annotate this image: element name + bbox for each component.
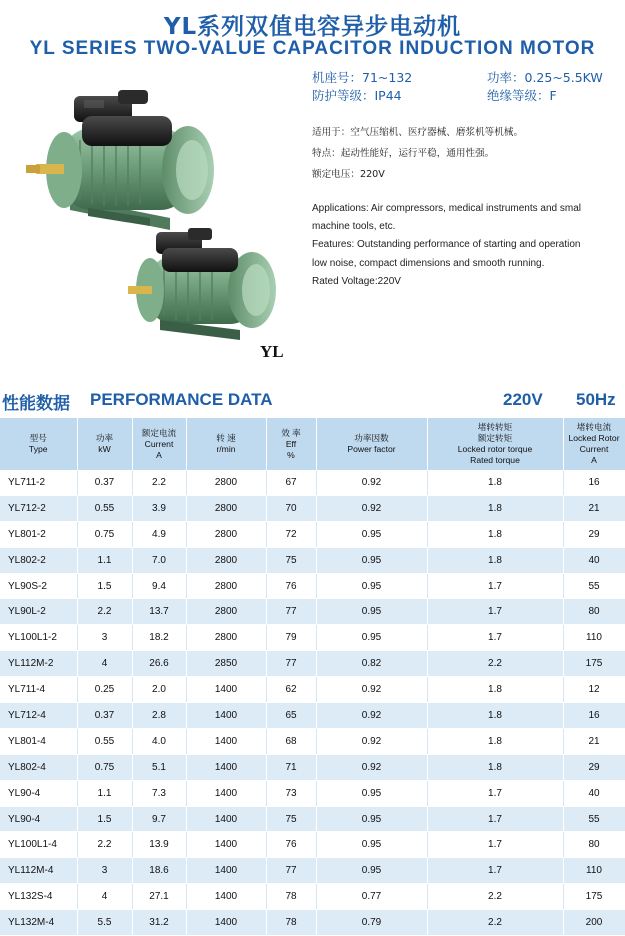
table-row xyxy=(0,728,625,754)
cell-locked-current: 40 xyxy=(563,547,625,573)
cell-locked-torque: 1.8 xyxy=(427,728,563,754)
cell-power-factor: 0.95 xyxy=(316,780,427,806)
cell-locked-current: 80 xyxy=(563,832,625,858)
cell-speed: 1400 xyxy=(186,806,266,832)
cell-efficiency: 70 xyxy=(266,495,316,521)
table-row xyxy=(0,703,625,729)
table-row xyxy=(0,832,625,858)
cell-power-factor: 0.92 xyxy=(316,470,427,495)
cell-efficiency: 72 xyxy=(266,521,316,547)
cell-type: YL132S-4 xyxy=(0,884,77,910)
product-photo xyxy=(0,68,302,368)
cell-speed: 1400 xyxy=(186,780,266,806)
model-label: YL xyxy=(260,342,284,361)
spec-power: 功率：0.25~5.5KW xyxy=(487,70,603,85)
cell-type: YL112M-2 xyxy=(0,651,77,677)
cell-locked-current: 175 xyxy=(563,651,625,677)
description-en-line-1: Applications: Air compressors, medical instruments and smal xyxy=(312,203,581,214)
cell-efficiency: 79 xyxy=(266,625,316,651)
cell-efficiency: 78 xyxy=(266,910,316,936)
cell-speed: 1400 xyxy=(186,858,266,884)
motor-illustration xyxy=(0,68,302,368)
cell-type: YL90-4 xyxy=(0,780,77,806)
cell-locked-torque: 1.7 xyxy=(427,573,563,599)
cell-current: 4.0 xyxy=(132,728,186,754)
cell-power-factor: 0.95 xyxy=(316,858,427,884)
cell-type: YL711-2 xyxy=(0,470,77,495)
cell-current: 7.3 xyxy=(132,780,186,806)
motor-large xyxy=(26,90,214,230)
cell-speed: 2800 xyxy=(186,625,266,651)
cell-current: 31.2 xyxy=(132,910,186,936)
cell-speed: 1400 xyxy=(186,677,266,703)
description-cn-line-2: 特点：起动性能好，运行平稳，通用性强。 xyxy=(312,148,495,159)
cell-power: 1.1 xyxy=(77,780,132,806)
table-row xyxy=(0,521,625,547)
cell-locked-torque: 1.7 xyxy=(427,806,563,832)
cell-locked-current: 55 xyxy=(563,806,625,832)
cell-power: 1.5 xyxy=(77,806,132,832)
table-row xyxy=(0,806,625,832)
cell-type: YL100L1-2 xyxy=(0,625,77,651)
cell-current: 18.2 xyxy=(132,625,186,651)
table-row xyxy=(0,677,625,703)
cell-power: 0.55 xyxy=(77,495,132,521)
cell-power: 4 xyxy=(77,651,132,677)
cell-efficiency: 77 xyxy=(266,599,316,625)
table-row xyxy=(0,599,625,625)
cell-type: YL802-2 xyxy=(0,547,77,573)
cell-locked-torque: 1.8 xyxy=(427,547,563,573)
cell-locked-current: 55 xyxy=(563,573,625,599)
cell-power: 3 xyxy=(77,625,132,651)
cell-type: YL712-4 xyxy=(0,703,77,729)
cell-speed: 1400 xyxy=(186,910,266,936)
cell-efficiency: 71 xyxy=(266,754,316,780)
cell-current: 2.2 xyxy=(132,470,186,495)
cell-power: 5.5 xyxy=(77,910,132,936)
cell-locked-current: 80 xyxy=(563,599,625,625)
description-en-line-3: Features: Outstanding performance of starting and operation xyxy=(312,239,581,250)
cell-power-factor: 0.92 xyxy=(316,677,427,703)
cell-current: 2.0 xyxy=(132,677,186,703)
cell-current: 4.9 xyxy=(132,521,186,547)
cell-efficiency: 65 xyxy=(266,703,316,729)
cell-power: 1.1 xyxy=(77,547,132,573)
cell-power: 1.5 xyxy=(77,573,132,599)
cell-type: YL711-4 xyxy=(0,677,77,703)
table-header-row xyxy=(0,418,625,470)
performance-title-en: PERFORMANCE DATA xyxy=(90,390,273,409)
table-row xyxy=(0,547,625,573)
cell-power: 2.2 xyxy=(77,599,132,625)
cell-locked-current: 175 xyxy=(563,884,625,910)
table-row xyxy=(0,910,625,936)
cell-locked-torque: 1.8 xyxy=(427,470,563,495)
cell-power: 3 xyxy=(77,858,132,884)
cell-locked-torque: 1.7 xyxy=(427,599,563,625)
performance-title-cn: 性能数据 xyxy=(2,394,70,414)
table-row xyxy=(0,754,625,780)
cell-speed: 2800 xyxy=(186,470,266,495)
cell-power-factor: 0.95 xyxy=(316,547,427,573)
cell-power-factor: 0.79 xyxy=(316,910,427,936)
performance-table xyxy=(0,418,625,936)
cell-current: 9.4 xyxy=(132,573,186,599)
page-title-en: YL SERIES TWO-VALUE CAPACITOR INDUCTION MOTOR xyxy=(29,38,596,59)
cell-locked-current: 200 xyxy=(563,910,625,936)
performance-frequency: 50Hz xyxy=(576,390,616,409)
cell-type: YL132M-4 xyxy=(0,910,77,936)
cell-current: 26.6 xyxy=(132,651,186,677)
cell-power-factor: 0.92 xyxy=(316,754,427,780)
cell-current: 13.7 xyxy=(132,599,186,625)
cell-locked-torque: 1.8 xyxy=(427,495,563,521)
cell-type: YL90S-2 xyxy=(0,573,77,599)
performance-voltage: 220V xyxy=(503,390,543,409)
cell-type: YL90-4 xyxy=(0,806,77,832)
table-row xyxy=(0,884,625,910)
spec-insulation: 绝缘等级：F xyxy=(487,88,557,103)
cell-efficiency: 73 xyxy=(266,780,316,806)
cell-locked-torque: 1.8 xyxy=(427,703,563,729)
column-header-power: 功率 kW xyxy=(77,418,132,470)
description-en-line-2: machine tools, etc. xyxy=(312,221,396,232)
cell-locked-torque: 2.2 xyxy=(427,884,563,910)
cell-current: 27.1 xyxy=(132,884,186,910)
cell-locked-current: 40 xyxy=(563,780,625,806)
cell-speed: 1400 xyxy=(186,754,266,780)
cell-locked-current: 29 xyxy=(563,521,625,547)
cell-type: YL801-2 xyxy=(0,521,77,547)
cell-current: 13.9 xyxy=(132,832,186,858)
cell-speed: 1400 xyxy=(186,832,266,858)
cell-power-factor: 0.95 xyxy=(316,573,427,599)
cell-efficiency: 76 xyxy=(266,832,316,858)
cell-speed: 2800 xyxy=(186,495,266,521)
cell-efficiency: 75 xyxy=(266,547,316,573)
cell-efficiency: 67 xyxy=(266,470,316,495)
page-title-cn: YL系列双值电容异步电动机 xyxy=(163,14,462,40)
cell-power-factor: 0.92 xyxy=(316,703,427,729)
column-header-locked-current: 堵转电流 Locked Rotor Current A xyxy=(563,418,625,470)
cell-locked-torque: 2.2 xyxy=(427,651,563,677)
cell-power-factor: 0.92 xyxy=(316,728,427,754)
cell-power: 0.75 xyxy=(77,521,132,547)
cell-locked-current: 16 xyxy=(563,703,625,729)
cell-speed: 2800 xyxy=(186,573,266,599)
cell-power-factor: 0.82 xyxy=(316,651,427,677)
cell-efficiency: 75 xyxy=(266,806,316,832)
table-row xyxy=(0,780,625,806)
performance-header xyxy=(0,388,625,414)
table-row xyxy=(0,858,625,884)
column-header-current: 额定电流 Current A xyxy=(132,418,186,470)
cell-power: 4 xyxy=(77,884,132,910)
cell-speed: 2800 xyxy=(186,547,266,573)
cell-locked-torque: 1.8 xyxy=(427,677,563,703)
cell-power-factor: 0.95 xyxy=(316,832,427,858)
cell-locked-torque: 1.8 xyxy=(427,521,563,547)
cell-efficiency: 76 xyxy=(266,573,316,599)
cell-locked-torque: 1.7 xyxy=(427,625,563,651)
cell-current: 18.6 xyxy=(132,858,186,884)
cell-locked-torque: 1.7 xyxy=(427,858,563,884)
cell-power: 0.37 xyxy=(77,470,132,495)
cell-power-factor: 0.92 xyxy=(316,495,427,521)
cell-efficiency: 77 xyxy=(266,858,316,884)
cell-locked-current: 21 xyxy=(563,728,625,754)
cell-type: YL802-4 xyxy=(0,754,77,780)
cell-current: 7.0 xyxy=(132,547,186,573)
cell-power-factor: 0.95 xyxy=(316,625,427,651)
column-header-power-factor: 功率因数 Power factor xyxy=(316,418,427,470)
spec-frame: 机座号：71~132 xyxy=(312,70,413,85)
cell-locked-current: 110 xyxy=(563,858,625,884)
cell-locked-torque: 1.7 xyxy=(427,832,563,858)
cell-power: 0.25 xyxy=(77,677,132,703)
cell-current: 3.9 xyxy=(132,495,186,521)
cell-current: 5.1 xyxy=(132,754,186,780)
column-header-locked-torque: 堵转转矩 额定转矩 Locked rotor torque Rated torque xyxy=(427,418,563,470)
cell-power-factor: 0.95 xyxy=(316,521,427,547)
cell-power: 0.37 xyxy=(77,703,132,729)
cell-speed: 2800 xyxy=(186,599,266,625)
description-en-line-5: Rated Voltage:220V xyxy=(312,276,401,287)
cell-locked-current: 16 xyxy=(563,470,625,495)
cell-current: 2.8 xyxy=(132,703,186,729)
description-cn-line-3: 额定电压：220V xyxy=(312,169,385,180)
cell-efficiency: 62 xyxy=(266,677,316,703)
cell-type: YL712-2 xyxy=(0,495,77,521)
cell-locked-current: 21 xyxy=(563,495,625,521)
motor-small xyxy=(128,228,276,340)
cell-locked-torque: 1.8 xyxy=(427,754,563,780)
cell-efficiency: 78 xyxy=(266,884,316,910)
cell-locked-torque: 1.7 xyxy=(427,780,563,806)
cell-efficiency: 68 xyxy=(266,728,316,754)
cell-speed: 2850 xyxy=(186,651,266,677)
description-en-line-4: low noise, compact dimensions and smooth running. xyxy=(312,258,545,269)
cell-locked-torque: 2.2 xyxy=(427,910,563,936)
cell-power-factor: 0.95 xyxy=(316,806,427,832)
table-row xyxy=(0,470,625,495)
table-row xyxy=(0,625,625,651)
column-header-type: 型号 Type xyxy=(0,418,77,470)
cell-type: YL100L1-4 xyxy=(0,832,77,858)
description-cn-line-1: 适用于：空气压缩机、医疗器械、磨浆机等机械。 xyxy=(312,127,524,138)
cell-speed: 1400 xyxy=(186,728,266,754)
table-row xyxy=(0,651,625,677)
table-row xyxy=(0,573,625,599)
cell-speed: 1400 xyxy=(186,884,266,910)
cell-power: 2.2 xyxy=(77,832,132,858)
cell-type: YL90L-2 xyxy=(0,599,77,625)
cell-locked-current: 29 xyxy=(563,754,625,780)
cell-current: 9.7 xyxy=(132,806,186,832)
cell-power-factor: 0.95 xyxy=(316,599,427,625)
cell-efficiency: 77 xyxy=(266,651,316,677)
cell-speed: 1400 xyxy=(186,703,266,729)
cell-type: YL801-4 xyxy=(0,728,77,754)
cell-power: 0.55 xyxy=(77,728,132,754)
spec-protection: 防护等级：IP44 xyxy=(312,88,402,103)
cell-locked-current: 110 xyxy=(563,625,625,651)
table-row xyxy=(0,495,625,521)
column-header-efficiency: 效 率 Eff % xyxy=(266,418,316,470)
cell-type: YL112M-4 xyxy=(0,858,77,884)
cell-power-factor: 0.77 xyxy=(316,884,427,910)
column-header-speed: 转 速 r/min xyxy=(186,418,266,470)
cell-power: 0.75 xyxy=(77,754,132,780)
cell-speed: 2800 xyxy=(186,521,266,547)
cell-locked-current: 12 xyxy=(563,677,625,703)
